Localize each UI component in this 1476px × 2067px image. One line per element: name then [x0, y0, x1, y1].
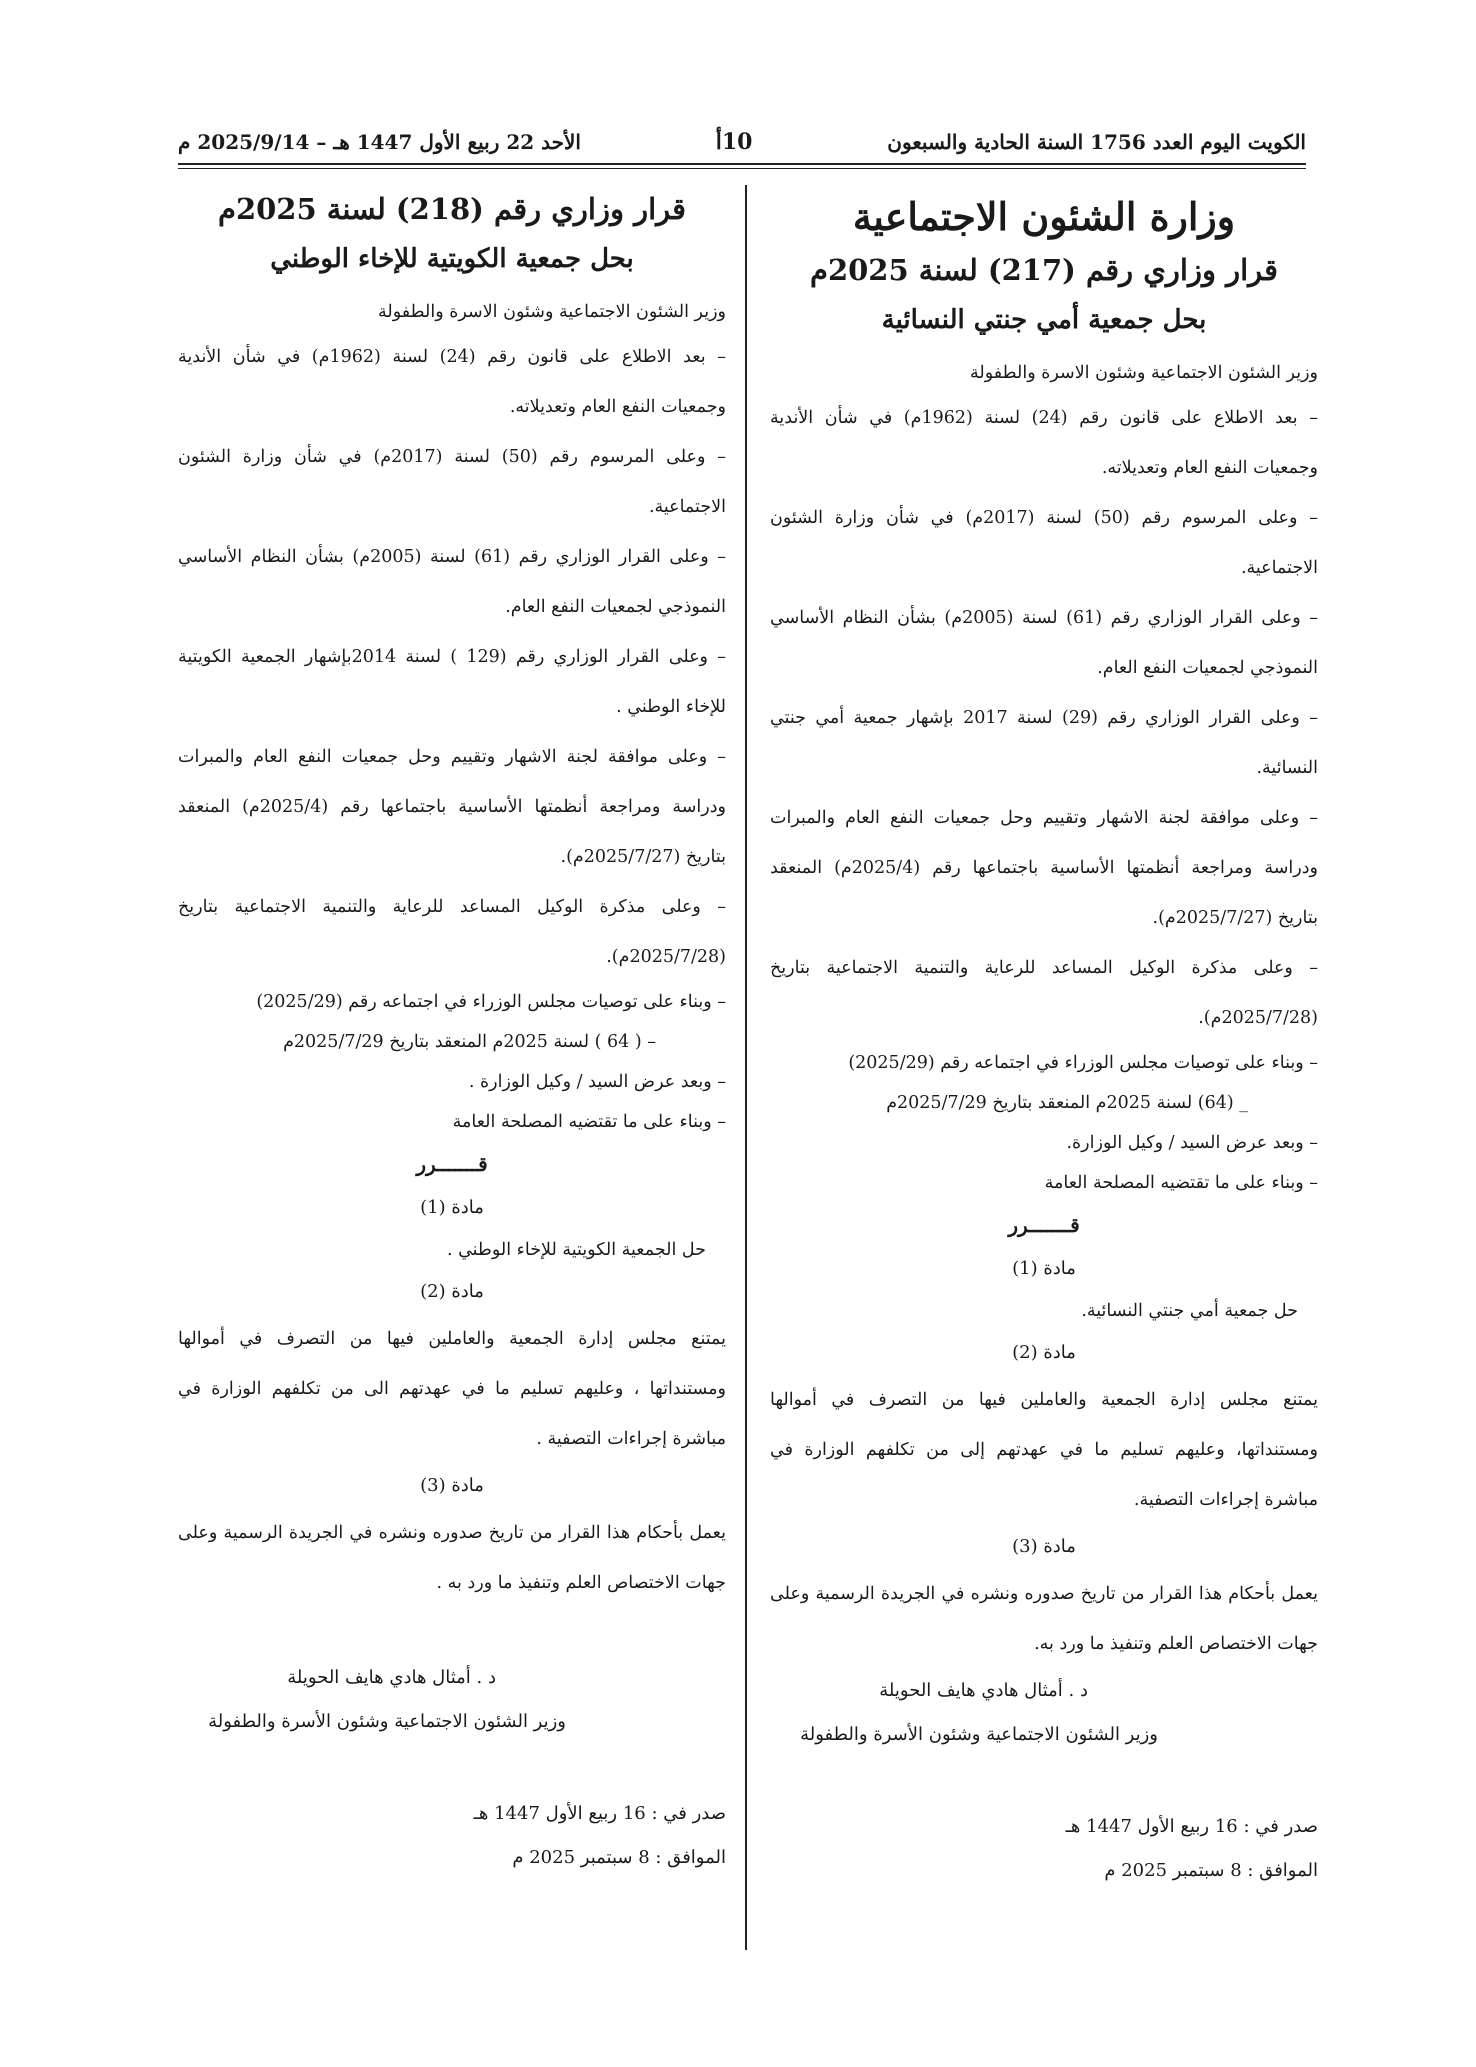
decree-title: قرار وزاري رقم (218) لسنة 2025م — [217, 192, 687, 226]
article-1-heading: مادة (1) — [420, 1197, 484, 1218]
minister-line: وزير الشئون الاجتماعية وشئون الاسرة والطفولة — [970, 363, 1318, 383]
clause-continuation: – ( 64 ) لسنة 2025م المنعقد بتاريخ 2025/7/29م — [283, 1032, 656, 1052]
clause: – وبناء على ما تقتضيه المصلحة العامة — [1044, 1173, 1318, 1193]
article-3-heading: مادة (3) — [420, 1475, 484, 1496]
decree-subtitle: بحل جمعية أمي جنتي النسائية — [881, 305, 1207, 335]
decree-title: قرار وزاري رقم (217) لسنة 2025م — [809, 253, 1279, 287]
article-2-heading: مادة (2) — [420, 1281, 484, 1302]
issue-date: صدر في : 16 ربيع الأول 1447 هـ — [1065, 1816, 1318, 1837]
decides-heading: قـــــــرر — [416, 1152, 488, 1176]
article-1-text: حل جمعية أمي جنتي النسائية. — [1081, 1301, 1298, 1321]
decides-heading: قـــــــرر — [1008, 1213, 1080, 1237]
header-date: الأحد 22 ربيع الأول 1447 هـ – 2025/9/14 م — [178, 130, 581, 154]
clause: – وعلى المرسوم رقم (50) لسنة (2017م) في شأن وزارة الشئون الاجتماعية. — [178, 447, 726, 517]
header-issue: الكويت اليوم العدد 1756 السنة الحادية والسبعون — [887, 130, 1306, 154]
clause: – وعلى القرار الوزاري رقم (61) لسنة (2005م) بشأن النظام الأساسي النموذجي لجمعيات النفع العام. — [770, 608, 1319, 678]
corresponding-date: الموافق : 8 سبتمبر 2025 م — [1104, 1860, 1318, 1881]
clause: – وعلى المرسوم رقم (50) لسنة (2017م) في شأن وزارة الشئون الاجتماعية. — [770, 508, 1318, 578]
header-rule — [178, 163, 1306, 165]
article-2-heading: مادة (2) — [1012, 1342, 1076, 1363]
decree-218 — [178, 180, 726, 1880]
clause: – وبناء على توصيات مجلس الوزراء في اجتماعه رقم (2025/29) — [848, 1053, 1318, 1073]
clause: – وعلى مذكرة الوكيل المساعد للرعاية والتنمية الاجتماعية بتاريخ (2025/7/28م). — [178, 897, 726, 967]
clause: – وعلى القرار الوزاري رقم (61) لسنة (2005م) بشأن النظام الأساسي النموذجي لجمعيات النفع العام. — [178, 547, 727, 617]
article-3-text: يعمل بأحكام هذا القرار من تاريخ صدوره ونشره في الجريدة الرسمية وعلى جهات الاختصاص العلم وتنفيذ ما ورد به . — [178, 1523, 726, 1593]
clause: – وعلى مذكرة الوكيل المساعد للرعاية والتنمية الاجتماعية بتاريخ (2025/7/28م). — [770, 958, 1318, 1028]
page-header — [178, 122, 1306, 162]
clause: – بعد الاطلاع على قانون رقم (24) لسنة (1962م) في شأن الأندية وجمعيات النفع العام وتعديلاته. — [770, 408, 1318, 478]
decree-217 — [770, 180, 1318, 1893]
clause: – وعلى القرار الوزاري رقم (29) لسنة 2017 بإشهار جمعية أمي جنتي النسائية. — [770, 708, 1319, 778]
corresponding-date: الموافق : 8 سبتمبر 2025 م — [512, 1847, 726, 1868]
signatory-title: وزير الشئون الاجتماعية وشئون الأسرة والطفولة — [800, 1724, 1158, 1745]
article-1-heading: مادة (1) — [1012, 1258, 1076, 1279]
clause: – بعد الاطلاع على قانون رقم (24) لسنة (1962م) في شأن الأندية وجمعيات النفع العام وتعديلاته. — [178, 347, 726, 417]
article-2-text: يمتنع مجلس إدارة الجمعية والعاملين فيها من التصرف في أموالها ومستنداتها، وعليهم تسليم ما في عهدتهم إلى من تكلفهم الوزارة في مباشرة إجراءات التصفية. — [770, 1390, 1318, 1510]
article-2-text: يمتنع مجلس إدارة الجمعية والعاملين فيها من التصرف في أموالها ومستنداتها ، وعليهم تسليم ما في عهدتهم الى من تكلفهم الوزارة في مباشرة إجراءات التصفية . — [178, 1329, 726, 1449]
clause-continuation: _ (64) لسنة 2025م المنعقد بتاريخ 2025/7/29م — [886, 1093, 1248, 1113]
article-3-heading: مادة (3) — [1012, 1536, 1076, 1557]
decree-subtitle: بحل جمعية الكويتية للإخاء الوطني — [270, 244, 634, 274]
signatory-name: د . أمثال هادي هايف الحويلة — [287, 1667, 496, 1688]
header-rule-thin — [178, 168, 1306, 169]
ministry-title: وزارة الشئون الاجتماعية — [852, 194, 1236, 239]
article-3-text: يعمل بأحكام هذا القرار من تاريخ صدوره ونشره في الجريدة الرسمية وعلى جهات الاختصاص العلم وتنفيذ ما ورد به. — [770, 1584, 1318, 1654]
clause: – وبعد عرض السيد / وكيل الوزارة. — [1066, 1133, 1318, 1153]
article-1-text: حل الجمعية الكويتية للإخاء الوطني . — [446, 1240, 706, 1260]
signatory-name: د . أمثال هادي هايف الحويلة — [879, 1680, 1088, 1701]
clause: – وبعد عرض السيد / وكيل الوزارة . — [468, 1072, 726, 1092]
clause: – وعلى موافقة لجنة الاشهار وتقييم وحل جمعيات النفع العام والمبرات ودراسة ومراجعة أنظمتها الأساسية باجتماعها رقم (2025/4م) المنعقد بتاريخ (2025/7/27م). — [770, 808, 1318, 928]
signatory-title: وزير الشئون الاجتماعية وشئون الأسرة والطفولة — [208, 1711, 566, 1732]
page-number: 10أ — [715, 129, 753, 155]
clause: – وبناء على توصيات مجلس الوزراء في اجتماعه رقم (2025/29) — [256, 992, 726, 1012]
minister-line: وزير الشئون الاجتماعية وشئون الاسرة والطفولة — [378, 302, 726, 322]
issue-date: صدر في : 16 ربيع الأول 1447 هـ — [473, 1803, 726, 1824]
clause: – وعلى موافقة لجنة الاشهار وتقييم وحل جمعيات النفع العام والمبرات ودراسة ومراجعة أنظمتها الأساسية باجتماعها رقم (2025/4م) المنعقد بتاريخ (2025/7/27م). — [178, 747, 726, 867]
clause: – وعلى القرار الوزاري رقم (129 ) لسنة 2014بإشهار الجمعية الكويتية للإخاء الوطني . — [178, 647, 727, 717]
column-divider — [745, 185, 747, 1950]
clause: – وبناء على ما تقتضيه المصلحة العامة — [452, 1112, 726, 1132]
